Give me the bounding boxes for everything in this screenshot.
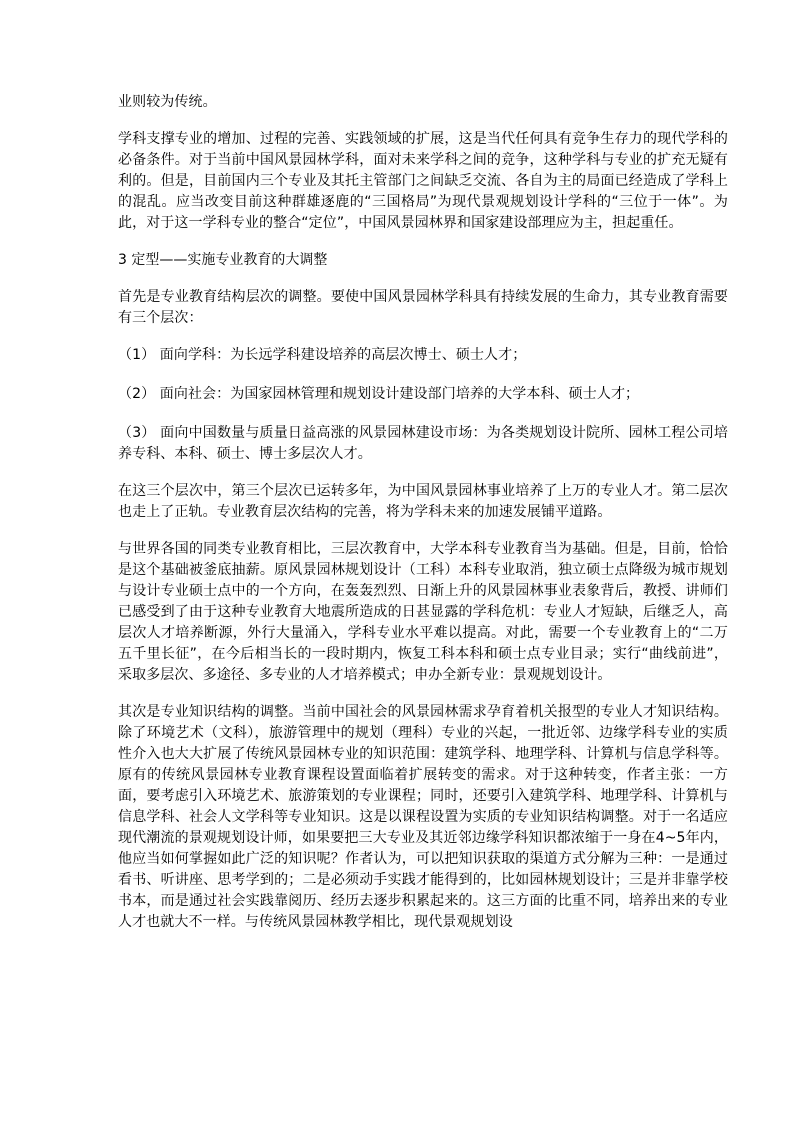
paragraph-continuation: 业则较为传统。 xyxy=(118,94,217,110)
paragraph-discipline-support: 学科支撑专业的增加、过程的完善、实践领域的扩展，这是当代任何具有竞争生存力的现代学科的必备条件。对于当前中国风景园林学科，面对未来学科之间的竞争，这种学科与专业的扩充无疑有利的。但是，目前国内三个专业及其托主管部门之间缺乏交流、各自为主的局面已经造成了学科上的混乱。应当改变目前这种群雄逐鹿的“三国格局”为现代景观规划设计学科的“三位于一体”。为此，对于这一学科专业的整合“定位”，中国风景园林界和国家建设部理应为主，担起重任。 xyxy=(118,131,728,231)
paragraph-undergraduate-basis: 与世界各国的同类专业教育相比，三层次教育中，大学本科专业教育当为基础。但是，目前，恰恰是这个基础被釜底抽薪。原风景园林规划设计（工科）本科专业取消，独立硕士点降级为城市规划与设计专业硕士点中的一个方向，在轰轰烈烈、日渐上升的风景园林事业表象背后，教授、讲师们已感受到了由于这种专业教育大地震所造成的日甚显露的学科危机：专业人才短缺，后继乏人，高层次人才培养断源，外行大量涌入，学科专业水平难以提高。对此，需要一个专业教育上的“二万五千里长征”，在今后相当长的一段时期内，恢复工科本科和硕士点专业目录；实行“曲线前进”，采取多层次、多途径、多专业的人才培养模式；申办全新专业：景观规划设计。 xyxy=(118,541,728,683)
section-heading-3: 3 定型——实施专业教育的大调整 xyxy=(118,252,328,268)
paragraph-three-levels: 在这三个层次中，第三个层次已运转多年，为中国风景园林事业培养了上万的专业人才。第二层次也走上了正轨。专业教育层次结构的完善，将为学科未来的加速发展铺平道路。 xyxy=(118,483,728,520)
list-item-1: （1） 面向学科：为长远学科建设培养的高层次博士、硕士人才； xyxy=(118,347,527,363)
list-item-2: （2） 面向社会：为国家园林管理和规划设计建设部门培养的大学本科、硕士人才； xyxy=(118,386,640,402)
list-item-3: （3） 面向中国数量与质量日益高涨的风景园林建设市场：为各类规划设计院所、园林工程公司培养专科、本科、硕士、博士多层次人才。 xyxy=(118,425,728,462)
paragraph-structure-adjustment: 首先是专业教育结构层次的调整。要使中国风景园林学科具有持续发展的生命力，其专业教育需要有三个层次： xyxy=(118,289,728,326)
document-page xyxy=(118,92,728,949)
paragraph-knowledge-structure: 其次是专业知识结构的调整。当前中国社会的风景园林需求孕育着机关报型的专业人才知识结构。除了环境艺术（文科），旅游管理中的规划（理科）专业的兴起，一批近邻、边缘学科专业的实质性介入也大大扩展了传统风景园林专业的知识范围：建筑学科、地理学科、计算机与信息学科等。原有的传统风景园林专业教育课程设置面临着扩展转变的需求。对于这种转变，作者主张：一方面，要考虑引入环境艺术、旅游策划的专业课程；同时，还要引入建筑学科、地理学科、计算机与信息学科、社会人文学科等专业知识。这是以课程设置为实质的专业知识结构调整。对于一名适应现代潮流的景观规划设计师，如果要把三大专业及其近邻边缘学科知识都浓缩于一身在4~5年内，他应当如何掌握如此广泛的知识呢？作者认为，可以把知识获取的渠道方式分解为三种：一是通过看书、听讲座、思考学到的；二是必须动手实践才能得到的，比如园林规划设计；三是并非靠学校书本，而是通过社会实践靠阅历、经历去逐步积累起来的。这三方面的比重不同，培养出来的专业人才也就大不一样。与传统风景园林教学相比，现代景观规划设 xyxy=(118,704,728,930)
